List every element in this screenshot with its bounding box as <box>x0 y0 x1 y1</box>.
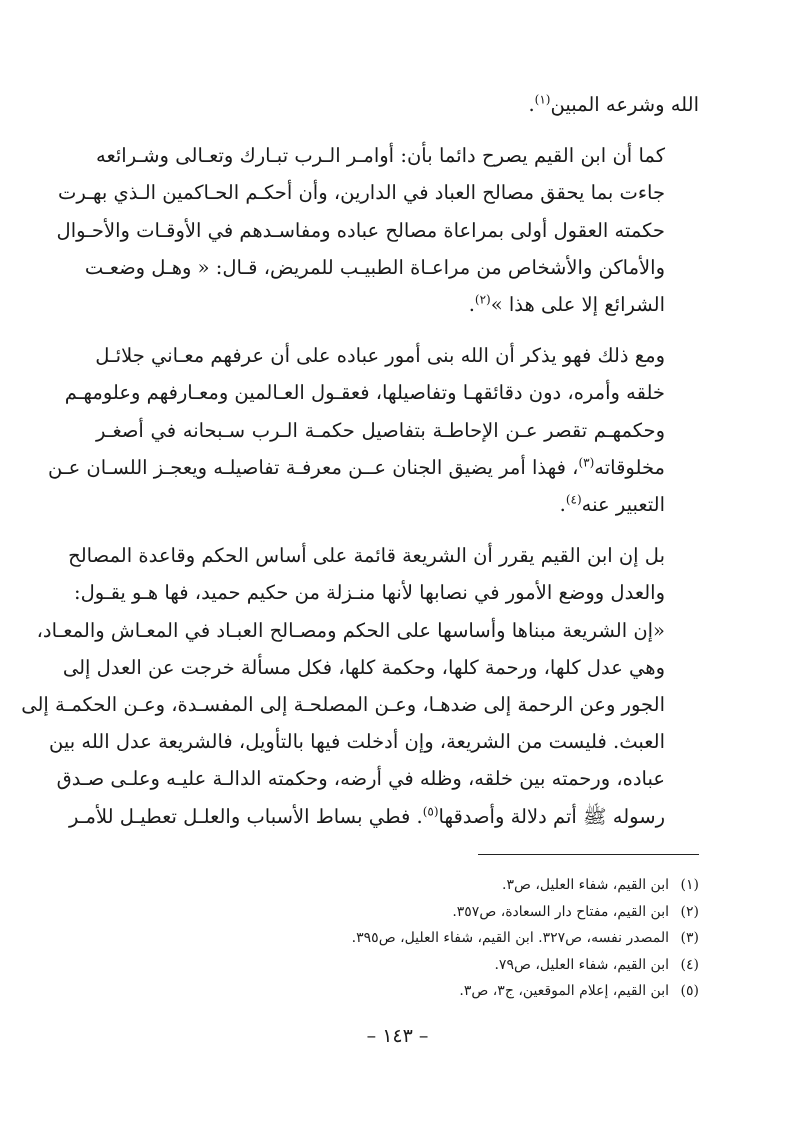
text-line: «إن الشريعة مبناها وأساسها على الحكم ومصـالح العبـاد في المعـاش والمعـاد، <box>36 618 665 642</box>
text-line: رسوله ﷺ أتم دلالة وأصدقها$^{(٥)}$. فطي بساط الأسباب والعلـل تعطيـل للأمـر <box>69 804 665 828</box>
text-line: مخلوقاته$^{(٣)}$، فهذا أمر يضيق الجنان عــن معرفـة تفاصيلـه ويعجـز اللسـان عـن <box>48 455 665 479</box>
footnote-item <box>200 978 699 1005</box>
page-number: – ١٤٣ – <box>366 1025 429 1047</box>
text-line: العبث. فليست من الشريعة، وإن أدخلت فيها بالتأويل، فالشريعة عدل الله بين <box>49 730 665 754</box>
footnote-number: (٢) <box>680 903 699 920</box>
text-line: والأماكن والأشخاص من مراعـاة الطبيـب للمريض، قـال: « وهـل وضعـت <box>84 255 665 279</box>
paragraph-2 <box>56 137 699 323</box>
footnote-item <box>200 952 699 979</box>
text-line: حكمته العقول أولى بمراعاة مصالح عباده ومفاسـدهم في الأوقـات والأحـوال <box>56 218 665 242</box>
body-text <box>21 86 699 835</box>
text-line: ومع ذلك فهو يذكر أن الله بنى أمور عباده على أن عرفهم معـاني جلائـل <box>95 344 665 368</box>
text-line: التعبير عنه$^{(٤)}$. <box>559 492 665 517</box>
paragraph-1 <box>96 86 699 123</box>
footnote-item <box>200 872 699 899</box>
footnote-ref[interactable]: (٢) <box>474 292 491 307</box>
text-line: عباده، ورحمته بين خلقه، وظله في أرضه، وحكمته الدالـة عليـه وعلـى صـدق <box>56 767 665 791</box>
footnote-text: ابن القيم، إعلام الموقعين، ج٣، ص٣. <box>459 983 669 999</box>
footnote-item <box>200 899 699 926</box>
text-line: الشرائع إلا على هذا »$^{(٢)}$. <box>468 292 665 317</box>
text-line: كما أن ابن القيم يصرح دائما بأن: أوامـر الـرب تبـارك وتعـالى وشـرائعه <box>96 144 665 168</box>
paragraph-4 <box>21 537 699 835</box>
text-line: والعدل ووضع الأمور في نصابها لأنها منـزلة من حكيم حميد، فها هـو يقـول: <box>74 581 665 605</box>
footnote-item <box>200 925 699 952</box>
footnotes <box>200 872 699 1005</box>
footnote-number: (٣) <box>680 930 699 946</box>
text-line: وحكمهـم تقصر عـن الإحاطـة بتفاصيل حكمـة الـرب سـبحانه في أصغـر <box>96 418 665 442</box>
text-line: بل إن ابن القيم يقرر أن الشريعة قائمة على أساس الحكم وقاعدة المصالح <box>68 544 665 568</box>
footnote-separator <box>478 854 699 855</box>
text-line: الجور وعن الرحمة إلى ضدهـا، وعـن المصلحـة إلى المفسـدة، وعـن الحكمـة إلى <box>21 693 665 717</box>
text-line: وهي عدل كلها، ورحمة كلها، وحكمة كلها، فكل مسألة خرجت عن العدل إلى <box>62 655 665 679</box>
footnote-ref[interactable]: (١) <box>534 92 551 107</box>
footnote-text: المصدر نفسه، ص٣٢٧. ابن القيم، شفاء العليل، ص٣٩٥. <box>351 930 669 946</box>
text-line: خلقه وأمره، دون دقائقهـا وتفاصيلها، فعقـول العـالمين ومعـارفهم وعلومهـم <box>64 381 665 405</box>
text-line: جاءت بما يحقق مصالح العباد في الدارين، وأن أحكـم الحـاكمين الـذي بهـرت <box>58 181 665 205</box>
footnote-ref[interactable]: (٣) <box>578 455 595 470</box>
footnote-ref[interactable]: (٤) <box>565 492 582 507</box>
text-line: الله وشرعه المبين$^{(١)}$. <box>528 92 699 116</box>
footnote-text: ابن القيم، شفاء العليل، ص٧٩. <box>494 956 669 973</box>
footnote-number: (٥) <box>680 983 699 999</box>
footnote-number: (٤) <box>680 956 699 973</box>
footnote-text: ابن القيم، مفتاح دار السعادة، ص٣٥٧. <box>452 903 669 920</box>
footnote-text: ابن القيم، شفاء العليل، ص٣. <box>501 877 669 893</box>
paragraph-3 <box>48 337 699 523</box>
footnote-ref[interactable]: (٥) <box>422 804 439 819</box>
footnote-number: (١) <box>680 877 699 893</box>
